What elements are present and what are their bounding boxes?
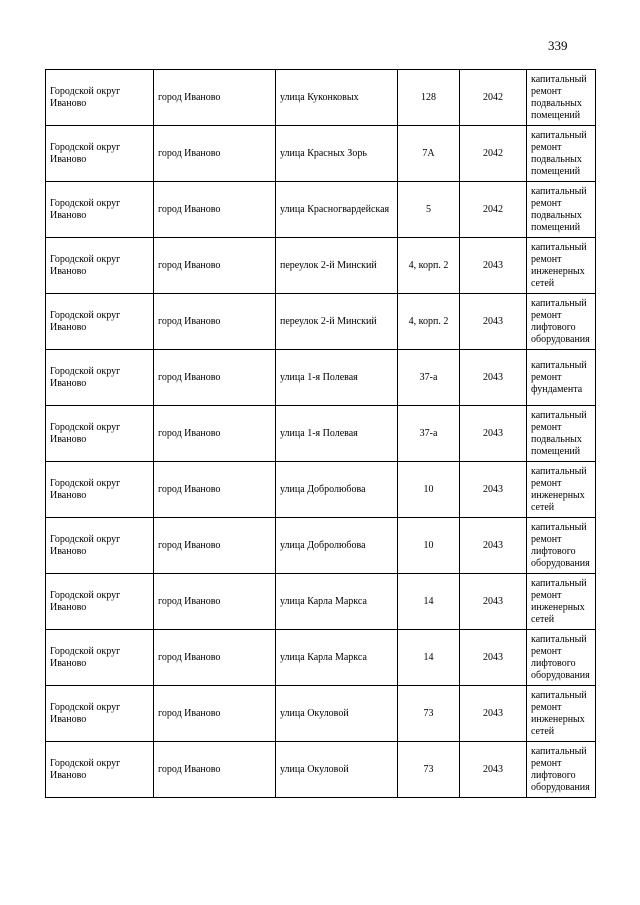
street-cell: улица 1-я Полевая bbox=[276, 350, 398, 406]
work-type-cell: капитальный ремонт подвальных помещений bbox=[527, 182, 596, 238]
house-number-cell: 5 bbox=[398, 182, 460, 238]
table-row bbox=[46, 686, 596, 742]
street-cell: улица Карла Маркса bbox=[276, 630, 398, 686]
work-type-cell: капитальный ремонт лифтового оборудования bbox=[527, 742, 596, 798]
house-number-cell: 10 bbox=[398, 462, 460, 518]
street-cell: переулок 2-й Минский bbox=[276, 238, 398, 294]
work-type-cell: капитальный ремонт инженерных сетей bbox=[527, 238, 596, 294]
street-cell: улица Окуловой bbox=[276, 686, 398, 742]
city-cell: город Иваново bbox=[154, 462, 276, 518]
city-cell: город Иваново bbox=[154, 126, 276, 182]
district-cell: Городской округ Иваново bbox=[46, 630, 154, 686]
street-cell: улица Добролюбова bbox=[276, 518, 398, 574]
table-row bbox=[46, 182, 596, 238]
street-cell: улица Окуловой bbox=[276, 742, 398, 798]
city-cell: город Иваново bbox=[154, 182, 276, 238]
district-cell: Городской округ Иваново bbox=[46, 70, 154, 126]
district-cell: Городской округ Иваново bbox=[46, 294, 154, 350]
work-type-cell: капитальный ремонт фундамента bbox=[527, 350, 596, 406]
table-row bbox=[46, 462, 596, 518]
city-cell: город Иваново bbox=[154, 630, 276, 686]
year-cell: 2043 bbox=[460, 406, 527, 462]
house-number-cell: 10 bbox=[398, 518, 460, 574]
house-number-cell: 128 bbox=[398, 70, 460, 126]
work-type-cell: капитальный ремонт подвальных помещений bbox=[527, 126, 596, 182]
district-cell: Городской округ Иваново bbox=[46, 574, 154, 630]
work-type-cell: капитальный ремонт лифтового оборудования bbox=[527, 294, 596, 350]
page-number: 339 bbox=[548, 38, 568, 53]
table-row bbox=[46, 574, 596, 630]
district-cell: Городской округ Иваново bbox=[46, 742, 154, 798]
work-type-cell: капитальный ремонт инженерных сетей bbox=[527, 686, 596, 742]
table-row bbox=[46, 294, 596, 350]
city-cell: город Иваново bbox=[154, 70, 276, 126]
year-cell: 2043 bbox=[460, 630, 527, 686]
city-cell: город Иваново bbox=[154, 294, 276, 350]
house-number-cell: 37-а bbox=[398, 350, 460, 406]
city-cell: город Иваново bbox=[154, 406, 276, 462]
house-number-cell: 37-а bbox=[398, 406, 460, 462]
table-row bbox=[46, 630, 596, 686]
year-cell: 2043 bbox=[460, 742, 527, 798]
street-cell: улица Красных Зорь bbox=[276, 126, 398, 182]
year-cell: 2043 bbox=[460, 294, 527, 350]
year-cell: 2042 bbox=[460, 126, 527, 182]
year-cell: 2043 bbox=[460, 686, 527, 742]
year-cell: 2042 bbox=[460, 182, 527, 238]
table-row bbox=[46, 350, 596, 406]
city-cell: город Иваново bbox=[154, 574, 276, 630]
district-cell: Городской округ Иваново bbox=[46, 686, 154, 742]
district-cell: Городской округ Иваново bbox=[46, 462, 154, 518]
work-type-cell: капитальный ремонт подвальных помещений bbox=[527, 406, 596, 462]
street-cell: улица Карла Маркса bbox=[276, 574, 398, 630]
year-cell: 2043 bbox=[460, 238, 527, 294]
table-row bbox=[46, 238, 596, 294]
city-cell: город Иваново bbox=[154, 350, 276, 406]
repair-schedule-table bbox=[45, 69, 596, 798]
city-cell: город Иваново bbox=[154, 686, 276, 742]
street-cell: улица Красногвардейская bbox=[276, 182, 398, 238]
work-type-cell: капитальный ремонт инженерных сетей bbox=[527, 574, 596, 630]
district-cell: Городской округ Иваново bbox=[46, 126, 154, 182]
city-cell: город Иваново bbox=[154, 742, 276, 798]
work-type-cell: капитальный ремонт инженерных сетей bbox=[527, 462, 596, 518]
table-row bbox=[46, 742, 596, 798]
table-row bbox=[46, 126, 596, 182]
table-row bbox=[46, 406, 596, 462]
house-number-cell: 73 bbox=[398, 686, 460, 742]
street-cell: переулок 2-й Минский bbox=[276, 294, 398, 350]
house-number-cell: 4, корп. 2 bbox=[398, 238, 460, 294]
street-cell: улица Добролюбова bbox=[276, 462, 398, 518]
district-cell: Городской округ Иваново bbox=[46, 350, 154, 406]
work-type-cell: капитальный ремонт лифтового оборудования bbox=[527, 518, 596, 574]
year-cell: 2042 bbox=[460, 70, 527, 126]
district-cell: Городской округ Иваново bbox=[46, 406, 154, 462]
house-number-cell: 7А bbox=[398, 126, 460, 182]
house-number-cell: 73 bbox=[398, 742, 460, 798]
year-cell: 2043 bbox=[460, 518, 527, 574]
year-cell: 2043 bbox=[460, 350, 527, 406]
district-cell: Городской округ Иваново bbox=[46, 182, 154, 238]
year-cell: 2043 bbox=[460, 462, 527, 518]
year-cell: 2043 bbox=[460, 574, 527, 630]
house-number-cell: 14 bbox=[398, 574, 460, 630]
work-type-cell: капитальный ремонт лифтового оборудования bbox=[527, 630, 596, 686]
table-row bbox=[46, 70, 596, 126]
city-cell: город Иваново bbox=[154, 238, 276, 294]
street-cell: улица Куконковых bbox=[276, 70, 398, 126]
work-type-cell: капитальный ремонт подвальных помещений bbox=[527, 70, 596, 126]
street-cell: улица 1-я Полевая bbox=[276, 406, 398, 462]
table-body bbox=[46, 70, 596, 798]
city-cell: город Иваново bbox=[154, 518, 276, 574]
house-number-cell: 14 bbox=[398, 630, 460, 686]
district-cell: Городской округ Иваново bbox=[46, 518, 154, 574]
house-number-cell: 4, корп. 2 bbox=[398, 294, 460, 350]
table-row bbox=[46, 518, 596, 574]
district-cell: Городской округ Иваново bbox=[46, 238, 154, 294]
